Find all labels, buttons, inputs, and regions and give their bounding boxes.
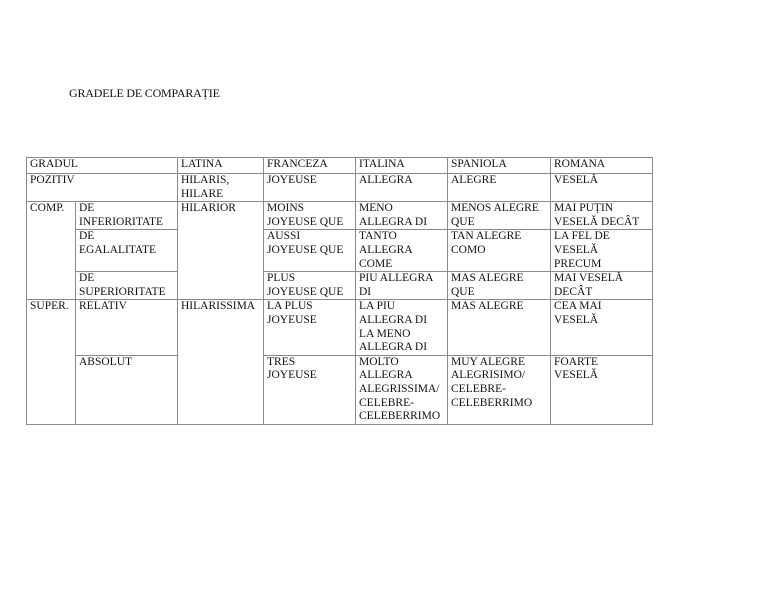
header-cell: GRADUL (27, 158, 178, 174)
table-cell: MAS ALEGRE (448, 300, 551, 355)
header-cell: ROMANA (551, 158, 653, 174)
sub-row-label: DE EGALALITATE (76, 230, 178, 272)
row-label: SUPER. (27, 300, 76, 424)
table-cell: JOYEUSE (264, 174, 356, 202)
table-cell: PIU ALLEGRA DI (356, 272, 448, 300)
header-cell: LATINA (178, 158, 264, 174)
table-cell: TANTO ALLEGRA COME (356, 230, 448, 272)
table-cell: HILARIS, HILARE (178, 174, 264, 202)
table-cell: MAS ALEGRE QUE (448, 272, 551, 300)
table-cell: ALEGRE (448, 174, 551, 202)
document-title: GRADELE DE COMPARAȚIE (69, 86, 220, 100)
table-cell: MUY ALEGRE ALEGRISIMO/ CELEBRE- CELEBERRIMO (448, 355, 551, 424)
header-cell: FRANCEZA (264, 158, 356, 174)
sub-row-label: RELATIV (76, 300, 178, 355)
comparison-table (26, 157, 653, 425)
table-cell: ALLEGRA (356, 174, 448, 202)
sub-row-label: ABSOLUT (76, 355, 178, 424)
table-cell: MENO ALLEGRA DI (356, 202, 448, 230)
header-cell: SPANIOLA (448, 158, 551, 174)
row-label: COMP. (27, 202, 76, 300)
table-cell: PLUS JOYEUSE QUE (264, 272, 356, 300)
row-label: POZITIV (27, 174, 178, 202)
table-cell: VESELĂ (551, 174, 653, 202)
table-cell: LA PLUS JOYEUSE (264, 300, 356, 355)
table-row (27, 202, 653, 230)
table-cell: MOINS JOYEUSE QUE (264, 202, 356, 230)
table-row (27, 355, 653, 424)
table-cell: HILARIOR (178, 202, 264, 300)
table-cell: LA FEL DE VESELĂ PRECUM (551, 230, 653, 272)
header-cell: ITALINA (356, 158, 448, 174)
table-row (27, 174, 653, 202)
sub-row-label: DE SUPERIORITATE (76, 272, 178, 300)
table-cell: HILARISSIMA (178, 300, 264, 424)
table-cell: MAI PUȚIN VESELĂ DECÂT (551, 202, 653, 230)
table-cell: AUSSI JOYEUSE QUE (264, 230, 356, 272)
table-row (27, 300, 653, 355)
sub-row-label: DE INFERIORITATE (76, 202, 178, 230)
table-cell: CEA MAI VESELĂ (551, 300, 653, 355)
table-cell: FOARTE VESELĂ (551, 355, 653, 424)
table-cell: TRES JOYEUSE (264, 355, 356, 424)
table-row (27, 230, 653, 272)
table-row (27, 158, 653, 174)
table-cell: MENOS ALEGRE QUE (448, 202, 551, 230)
table-cell: TAN ALEGRE COMO (448, 230, 551, 272)
table-cell: MOLTO ALLEGRA ALEGRISSIMA/ CELEBRE- CELEBERRIMO (356, 355, 448, 424)
table-cell: MAI VESELĂ DECÂT (551, 272, 653, 300)
table-row (27, 272, 653, 300)
table-cell: LA PIU ALLEGRA DI LA MENO ALLEGRA DI (356, 300, 448, 355)
